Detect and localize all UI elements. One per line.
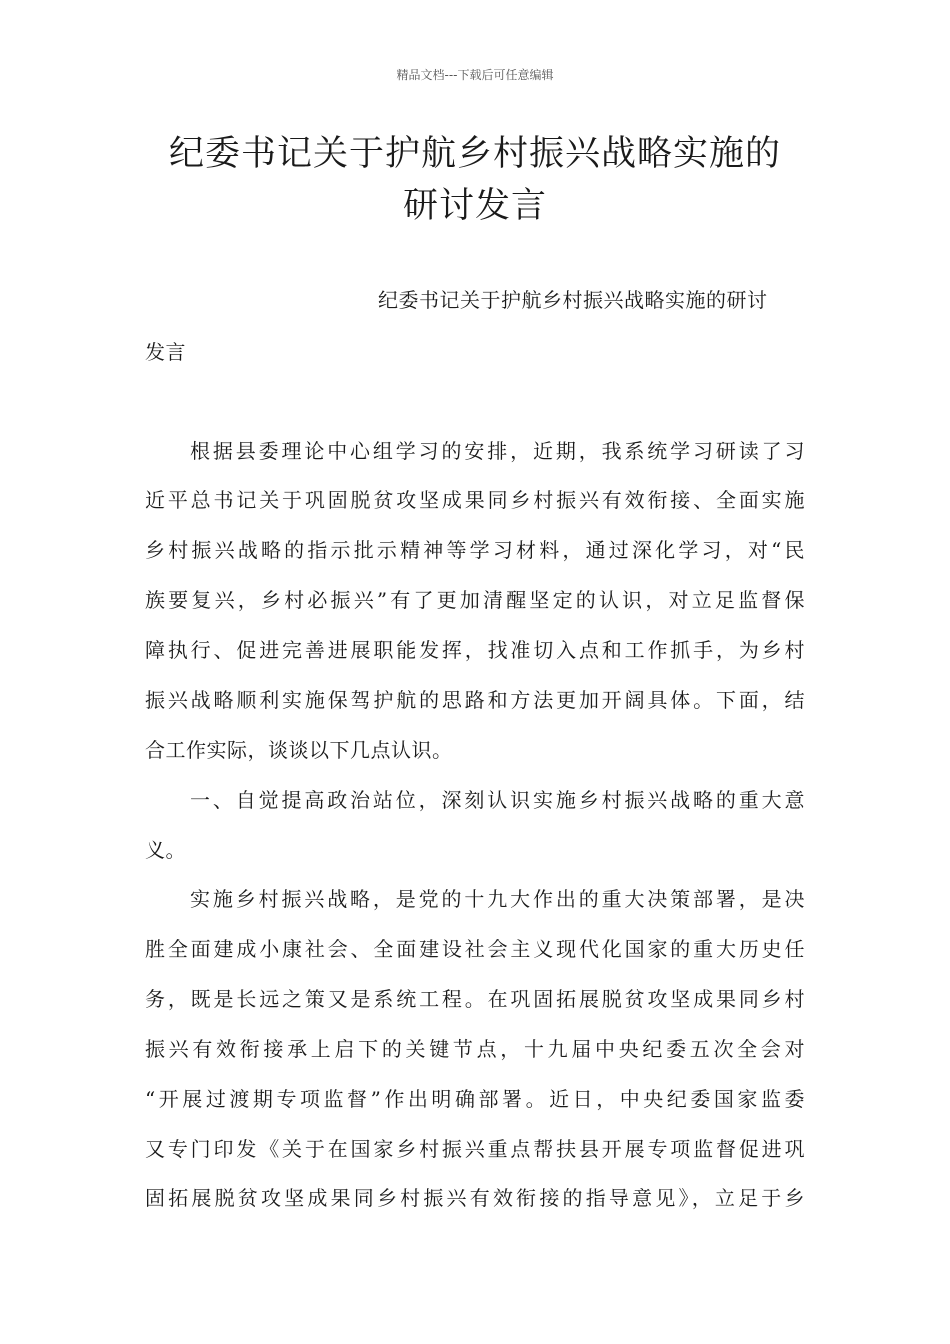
paragraph-line: 根据县委理论中心组学习的安排，近期，我系统学习研读了习: [190, 439, 805, 463]
paragraph-line: 务，既是长远之策又是系统工程。在巩固拓展脱贫攻坚成果同乡村: [145, 987, 805, 1011]
title-line-2: 研讨发言: [402, 186, 547, 226]
paragraph-line: 胜全面建成小康社会、全面建设社会主义现代化国家的重大历史任: [145, 937, 805, 961]
section-heading-line: 义。: [145, 838, 186, 862]
paragraph-line: 振兴战略顺利实施保驾护航的思路和方法更加开阔具体。下面，结: [145, 688, 805, 712]
paragraph-line: 实施乡村振兴战略，是党的十九大作出的重大决策部署，是决: [190, 887, 805, 911]
document-title: [120, 128, 830, 232]
paragraph-line: 乡村振兴战略的指示批示精神等学习材料，通过深化学习，对“民: [145, 538, 805, 562]
paragraph-line: 又专门印发《关于在国家乡村振兴重点帮扶县开展专项监督促进巩: [145, 1137, 805, 1161]
subtitle-line-1: 纪委书记关于护航乡村振兴战略实施的研讨: [378, 288, 768, 312]
header-note: 精品文档---下载后可任意编辑: [396, 68, 554, 82]
paragraph-line: 障执行、促进完善进展职能发挥，找准切入点和工作抓手，为乡村: [145, 638, 805, 662]
paragraph-line: 固拓展脱贫攻坚成果同乡村振兴有效衔接的指导意见》，立足于乡: [145, 1186, 805, 1210]
paragraph-line: 合工作实际，谈谈以下几点认识。: [145, 738, 453, 762]
title-line-1: 纪委书记关于护航乡村振兴战略实施的: [168, 134, 781, 174]
paragraph-line: 族要复兴，乡村必振兴”有了更加清醒坚定的认识，对立足监督保: [145, 588, 805, 612]
paragraph-line: 近平总书记关于巩固脱贫攻坚成果同乡村振兴有效衔接、全面实施: [145, 488, 805, 512]
section-heading-line: 一、自觉提高政治站位，深刻认识实施乡村振兴战略的重大意: [190, 788, 805, 812]
subtitle-line-2: 发言: [145, 340, 186, 364]
paragraph-line: 振兴有效衔接承上启下的关键节点，十九届中央纪委五次全会对: [145, 1037, 805, 1061]
paragraph-line: “开展过渡期专项监督”作出明确部署。近日，中央纪委国家监委: [145, 1087, 805, 1111]
